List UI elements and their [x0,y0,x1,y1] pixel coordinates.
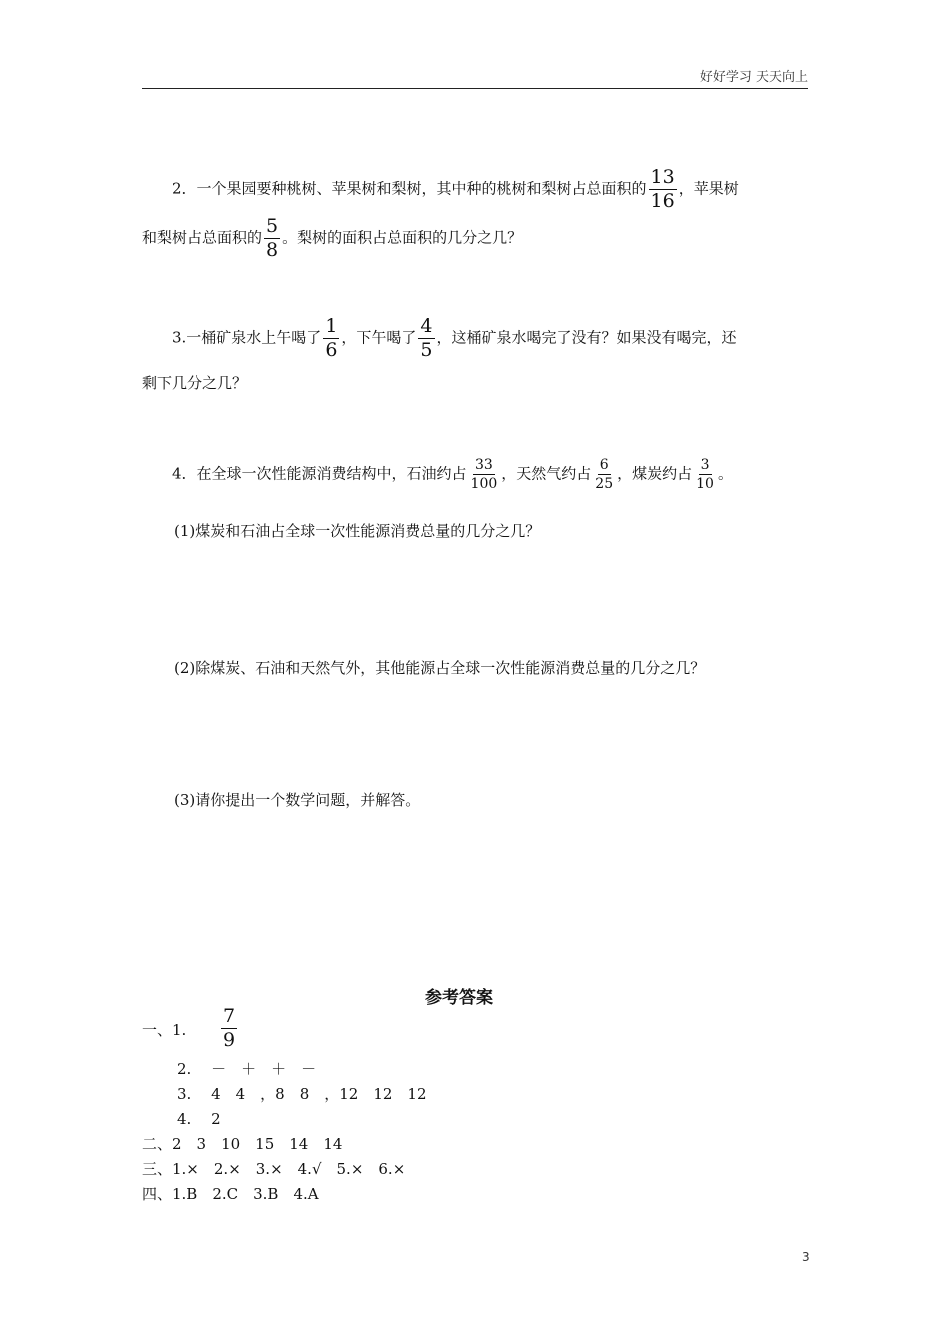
answer-1-1-fraction [219,1007,239,1050]
q4-text-part1: 4．在全球一次性能源消费结构中，石油约占 [172,464,467,483]
answer-1-4: 4. 2 [177,1110,221,1128]
question-4-sub-1: (1)煤炭和石油占全球一次性能源消费总量的几分之几？ [174,522,541,540]
fraction-denominator: 9 [223,1029,236,1051]
fraction-denominator: 25 [595,476,614,492]
q4-fraction-33-100 [469,458,500,491]
q3-text-part1: 3.一桶矿泉水上午喝了 [172,328,322,347]
question-4-sub-2: (2)除煤炭、石油和天然气外，其他能源占全球一次性能源消费总量的几分之几？ [174,659,706,677]
fraction-numerator: 33 [475,457,493,473]
q4-fraction-3-10 [694,458,716,491]
fraction-numerator: 3 [700,457,710,473]
fraction-denominator: 6 [325,339,338,361]
q2-fraction-5-8 [264,217,280,260]
answer-3: 三、1.× 2.× 3.× 4.√ 5.× 6.× [142,1160,406,1178]
q4-text-part3: ，煤炭约占 [617,464,693,483]
question-2-line-1 [172,168,739,211]
q2-text-part2: ，苹果树 [678,179,739,198]
q3-text-part2: ，下午喝了 [341,328,417,347]
fraction-denominator: 100 [470,476,498,492]
fraction-numerator: 4 [420,315,433,337]
fraction-7-9 [221,1007,237,1050]
fraction-numerator: 6 [599,457,609,473]
question-4-line-1 [172,458,733,491]
question-3-line-1 [172,317,737,360]
q4-fraction-6-25 [593,458,615,491]
question-4-sub-3: (3)请你提出一个数学问题，并解答。 [174,791,421,809]
q2-text-part3: 和梨树占总面积的 [142,228,263,247]
fraction-numerator: 1 [325,315,338,337]
fraction-denominator: 10 [696,476,714,492]
q2-fraction-13-16 [649,168,677,211]
fraction-denominator: 16 [650,190,675,212]
question-3-line-2: 剩下几分之几？ [142,374,248,392]
fraction-denominator: 8 [266,239,279,261]
answer-1-2: 2. － ＋ ＋ － [177,1060,317,1078]
q2-text-part4: 。梨树的面积占总面积的几分之几？ [282,228,523,247]
header-divider [142,88,808,89]
answers-title: 参考答案 [425,988,493,1008]
q4-text-part2: ，天然气约占 [501,464,592,483]
fraction-numerator: 5 [266,215,279,237]
answer-1-1-label: 一、1. [142,1021,187,1039]
q4-text-part4: 。 [717,464,733,483]
question-2-line-2 [142,217,522,260]
q3-text-part3: ，这桶矿泉水喝完了没有？如果没有喝完，还 [436,328,737,347]
answer-1-3: 3. 4 4 ，8 8 ，12 12 12 [177,1085,427,1103]
answer-4: 四、1.B 2.C 3.B 4.A [142,1185,319,1203]
page-number: 3 [802,1250,810,1264]
q3-fraction-4-5 [418,317,434,360]
q2-text-part1: 2．一个果园要种桃树、苹果树和梨树，其中种的桃树和梨树占总面积的 [172,179,647,198]
answer-2: 二、2 3 10 15 14 14 [142,1135,343,1153]
fraction-numerator: 13 [650,166,675,188]
q3-fraction-1-6 [323,317,339,360]
header-motto: 好好学习 天天向上 [699,70,808,85]
fraction-denominator: 5 [420,339,433,361]
fraction-numerator: 7 [223,1005,236,1027]
